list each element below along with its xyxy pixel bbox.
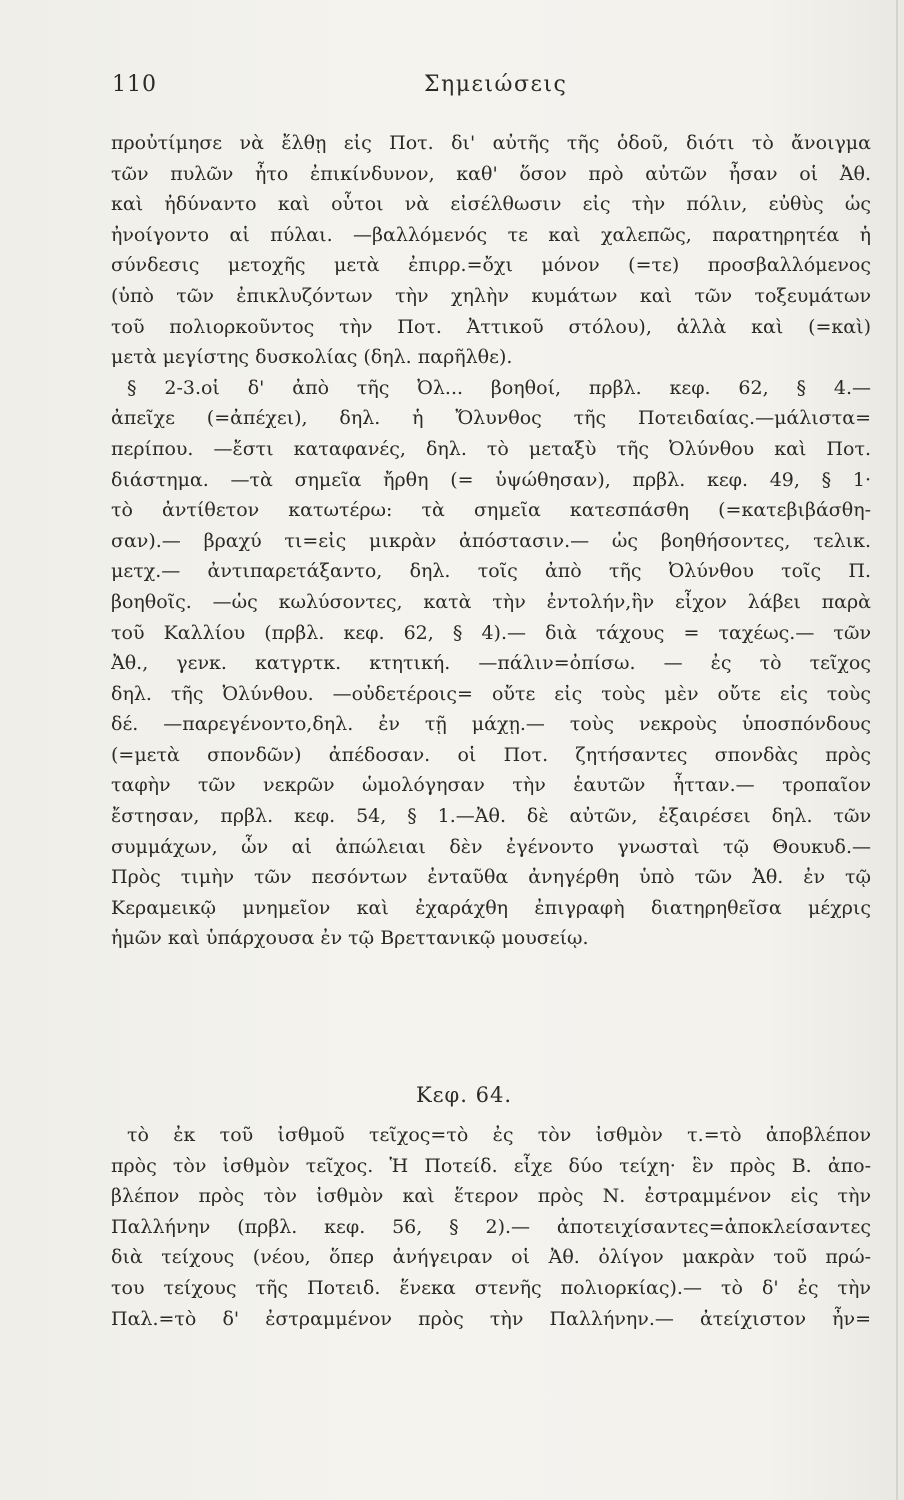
text-line: ἠνοίγοντο αἱ πύλαι. —βαλλόμενός τε καὶ χαλεπῶς, παρατηρητέα ἡ: [111, 223, 871, 246]
text-line: Παλ.=τὸ δ' ἐστραμμένον πρὸς τὴν Παλλήνην.— ἀτείχιστον ἦν=: [111, 1307, 871, 1330]
text-line: Παλλήνην (πρβλ. κεφ. 56, § 2).— ἀποτειχίσαντες=ἀποκλείσαντες: [111, 1215, 871, 1238]
text-line: μετὰ μεγίστης δυσκολίας (δηλ. παρῆλθε).: [111, 346, 513, 369]
text-line: § 2-3.οἱ δ' ἀπὸ τῆς Ὀλ... βοηθοί, πρβλ. κεφ. 62, § 4.—: [127, 376, 871, 399]
page-edge: [896, 0, 898, 1500]
text-line: του τείχους τῆς Ποτειδ. ἕνεκα στενῆς πολιορκίας).— τὸ δ' ἐς τὴν: [111, 1276, 871, 1299]
text-line: ἀπεῖχε (=ἀπέχει), δηλ. ἡ Ὄλυνθος τῆς Ποτειδαίας.—μάλιστα=: [111, 407, 871, 430]
text-line: σύνδεσις μετοχῆς μετὰ ἐπιρρ.=ὄχι μόνον (=τε) προσβαλλόμενος: [111, 254, 871, 277]
text-line: δέ. —παρεγένοντο,δηλ. ἐν τῇ μάχῃ.— τοὺς νεκροὺς ὑποσπόνδους: [111, 713, 871, 736]
text-line: σαν).— βραχύ τι=εἰς μικρὰν ἀπόστασιν.— ὡς βοηθήσοντες, τελικ.: [111, 529, 871, 552]
text-line: περίπου. —ἔστι καταφανές, δηλ. τὸ μεταξὺ τῆς Ὀλύνθου καὶ Ποτ.: [111, 437, 871, 460]
text-line: Ἀθ., γενκ. κατγρτκ. κτητική. —πάλιν=ὀπίσω. — ἐς τὸ τεῖχος: [111, 652, 871, 675]
text-line: βλέπον πρὸς τὸν ἰσθμὸν καὶ ἕτερον πρὸς Ν. ἐστραμμένον εἰς τὴν: [111, 1185, 871, 1208]
text-line: Πρὸς τιμὴν τῶν πεσόντων ἐνταῦθα ἀνηγέρθη ὑπὸ τῶν Ἀθ. ἐν τῷ: [111, 866, 871, 889]
chapter-heading: Κεφ. 64.: [415, 1083, 513, 1107]
text-line: βοηθοῖς. —ὡς κωλύσοντες, κατὰ τὴν ἐντολήν,ἣν εἶχον λάβει παρὰ: [111, 590, 871, 613]
text-line: ἡμῶν καὶ ὑπάρχουσα ἐν τῷ Βρεττανικῷ μουσείῳ.: [111, 927, 589, 950]
text-line: ἔστησαν, πρβλ. κεφ. 54, § 1.—Ἀθ. δὲ αὐτῶν, ἐξαιρέσει δηλ. τῶν: [111, 805, 871, 828]
text-line: τὸ ἀντίθετον κατωτέρω: τὰ σημεῖα κατεσπάσθη (=κατεβιβάσθη-: [111, 499, 871, 522]
text-line: διάστημα. —τὰ σημεῖα ἤρθη (= ὑψώθησαν), πρβλ. κεφ. 49, § 1·: [111, 468, 871, 491]
text-line: τὸ ἐκ τοῦ ἰσθμοῦ τεῖχος=τὸ ἐς τὸν ἰσθμὸν τ.=τὸ ἀποβλέπον: [127, 1124, 871, 1146]
running-title: Σημειώσεις: [424, 72, 568, 97]
text-line: τῶν πυλῶν ἦτο ἐπικίνδυνον, καθ' ὅσον πρὸ αὐτῶν ἦσαν οἱ Ἀθ.: [111, 162, 871, 185]
text-line: συμμάχων, ὧν αἱ ἀπώλειαι δὲν ἐγένοντο γνωσταὶ τῷ Θουκυδ.—: [111, 835, 871, 858]
text-line: πρὸς τὸν ἰσθμὸν τεῖχος. Ἡ Ποτείδ. εἶχε δύο τείχη· ἓν πρὸς Β. ἀπο-: [111, 1154, 871, 1177]
notes-text-block: [111, 128, 871, 954]
chapter-text-block: [111, 1120, 871, 1334]
text-line: ταφὴν τῶν νεκρῶν ὡμολόγησαν τὴν ἑαυτῶν ἧτταν.— τροπαῖον: [111, 774, 871, 797]
text-line: μετχ.— ἀντιπαρετάξαντο, δηλ. τοῖς ἀπὸ τῆς Ὀλύνθου τοῖς Π.: [111, 560, 871, 583]
text-line: (ὑπὸ τῶν ἐπικλυζόντων τὴν χηλὴν κυμάτων καὶ τῶν τοξευμάτων: [111, 284, 871, 307]
text-line: (=μετὰ σπονδῶν) ἀπέδοσαν. οἱ Ποτ. ζητήσαντες σπονδὰς πρὸς: [111, 743, 871, 766]
page-header: [112, 72, 872, 106]
text-line: τοῦ πολιορκοῦντος τὴν Ποτ. Ἀττικοῦ στόλου), ἀλλὰ καὶ (=καὶ): [111, 315, 871, 338]
text-line: προὐτίμησε νὰ ἔλθῃ εἰς Ποτ. δι' αὐτῆς τῆς ὁδοῦ, διότι τὸ ἄνοιγμα: [111, 132, 871, 154]
text-line: καὶ ἠδύναντο καὶ οὗτοι νὰ εἰσέλθωσιν εἰς τὴν πόλιν, εὐθὺς ὡς: [111, 193, 871, 216]
page-number: 110: [112, 72, 157, 97]
text-line: τοῦ Καλλίου (πρβλ. κεφ. 62, § 4).— διὰ τάχους = ταχέως.— τῶν: [111, 621, 871, 644]
text-line: Κεραμεικῷ μνημεῖον καὶ ἐχαράχθη ἐπιγραφὴ διατηρηθεῖσα μέχρις: [111, 896, 871, 919]
text-line: δηλ. τῆς Ὀλύνθου. —οὐδετέροις= οὔτε εἰς τοὺς μὲν οὔτε εἰς τοὺς: [111, 682, 871, 705]
text-line: διὰ τείχους (νέου, ὅπερ ἀνήγειραν οἱ Ἀθ. ὀλίγον μακρὰν τοῦ πρώ-: [111, 1246, 871, 1269]
